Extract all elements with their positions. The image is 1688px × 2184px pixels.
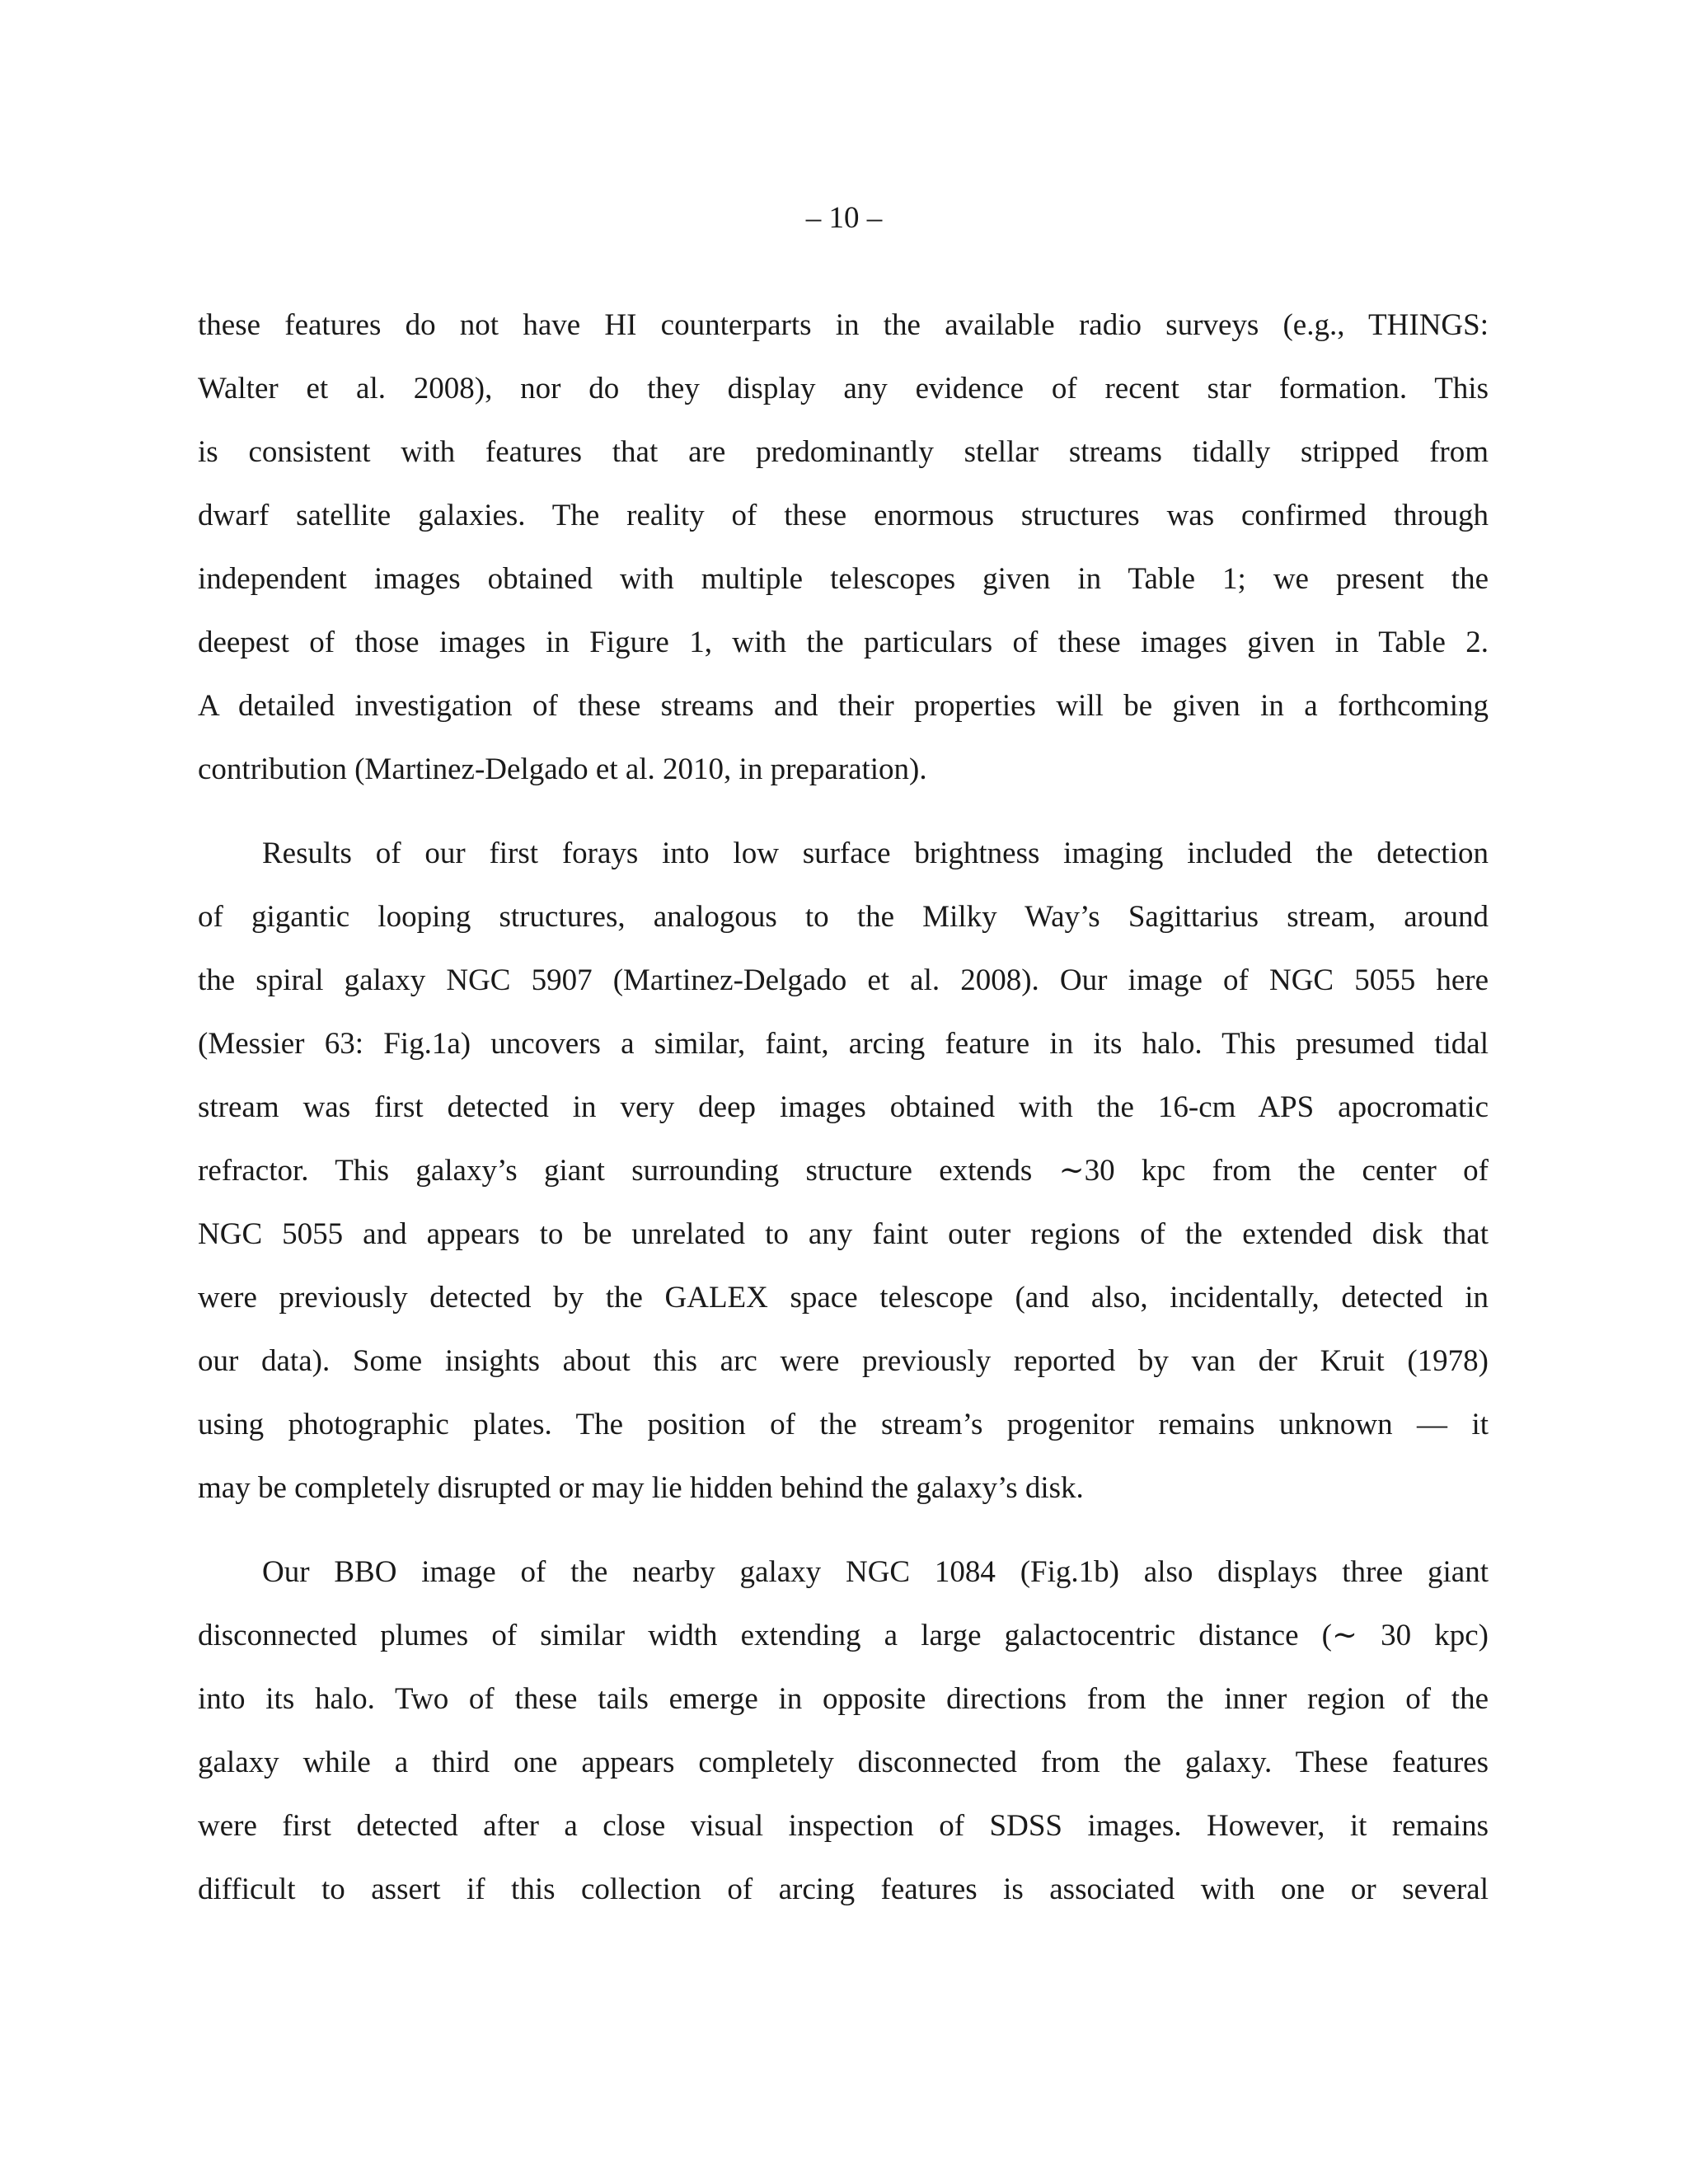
text-line: these features do not have HI counterparts in the available radio surveys (e.g., THINGS: xyxy=(198,308,1489,342)
text-line: (Messier 63: Fig.1a) uncovers a similar, faint, arcing feature in its halo. This presumed tidal xyxy=(198,1027,1489,1061)
text-line: difficult to assert if this collection of arcing features is associated with one or several xyxy=(198,1872,1489,1906)
text-line: were first detected after a close visual inspection of SDSS images. However, it remains xyxy=(198,1809,1489,1843)
text-line: Our BBO image of the nearby galaxy NGC 1084 (Fig.1b) also displays three giant xyxy=(262,1555,1489,1589)
text-line: our data). Some insights about this arc were previously reported by van der Kruit (1978) xyxy=(198,1344,1489,1378)
paragraph-gap xyxy=(198,1520,1489,1540)
text-line: dwarf satellite galaxies. The reality of these enormous structures was confirmed through xyxy=(198,499,1489,532)
text-line: Results of our first forays into low surface brightness imaging included the detection xyxy=(262,837,1489,870)
text-line: Walter et al. 2008), nor do they display any evidence of recent star formation. This xyxy=(198,372,1489,405)
text-line: NGC 5055 and appears to be unrelated to any faint outer regions of the extended disk that xyxy=(198,1217,1489,1251)
text-line: stream was first detected in very deep images obtained with the 16-cm APS apocromatic xyxy=(198,1090,1489,1124)
body-text xyxy=(198,293,1489,1921)
text-line: may be completely disrupted or may lie hidden behind the galaxy’s disk. xyxy=(198,1471,1084,1505)
paragraph-3 xyxy=(198,1540,1489,1921)
text-line: disconnected plumes of similar width extending a large galactocentric distance (∼ 30 kpc) xyxy=(198,1619,1489,1652)
text-line: independent images obtained with multiple telescopes given in Table 1; we present the xyxy=(198,562,1489,596)
text-line: deepest of those images in Figure 1, with the particulars of these images given in Table 2. xyxy=(198,626,1489,659)
text-line: refractor. This galaxy’s giant surrounding structure extends ∼30 kpc from the center of xyxy=(198,1154,1489,1188)
text-line: contribution (Martinez-Delgado et al. 2010, in preparation). xyxy=(198,752,927,786)
text-line: into its halo. Two of these tails emerge in opposite directions from the inner region of the xyxy=(198,1682,1489,1716)
text-line: were previously detected by the GALEX space telescope (and also, incidentally, detected in xyxy=(198,1281,1489,1315)
text-line: galaxy while a third one appears completely disconnected from the galaxy. These features xyxy=(198,1746,1489,1779)
text-line: using photographic plates. The position of the stream’s progenitor remains unknown — it xyxy=(198,1408,1489,1441)
paragraph-1 xyxy=(198,293,1489,801)
text-line: of gigantic looping structures, analogous to the Milky Way’s Sagittarius stream, around xyxy=(198,900,1489,934)
text-line: A detailed investigation of these streams and their properties will be given in a forthcoming xyxy=(198,689,1489,723)
text-line: the spiral galaxy NGC 5907 (Martinez-Delgado et al. 2008). Our image of NGC 5055 here xyxy=(198,963,1489,997)
page-number: – 10 – xyxy=(805,201,883,235)
paragraph-gap xyxy=(198,801,1489,822)
text-line: is consistent with features that are predominantly stellar streams tidally stripped from xyxy=(198,435,1489,469)
paragraph-2 xyxy=(198,822,1489,1520)
